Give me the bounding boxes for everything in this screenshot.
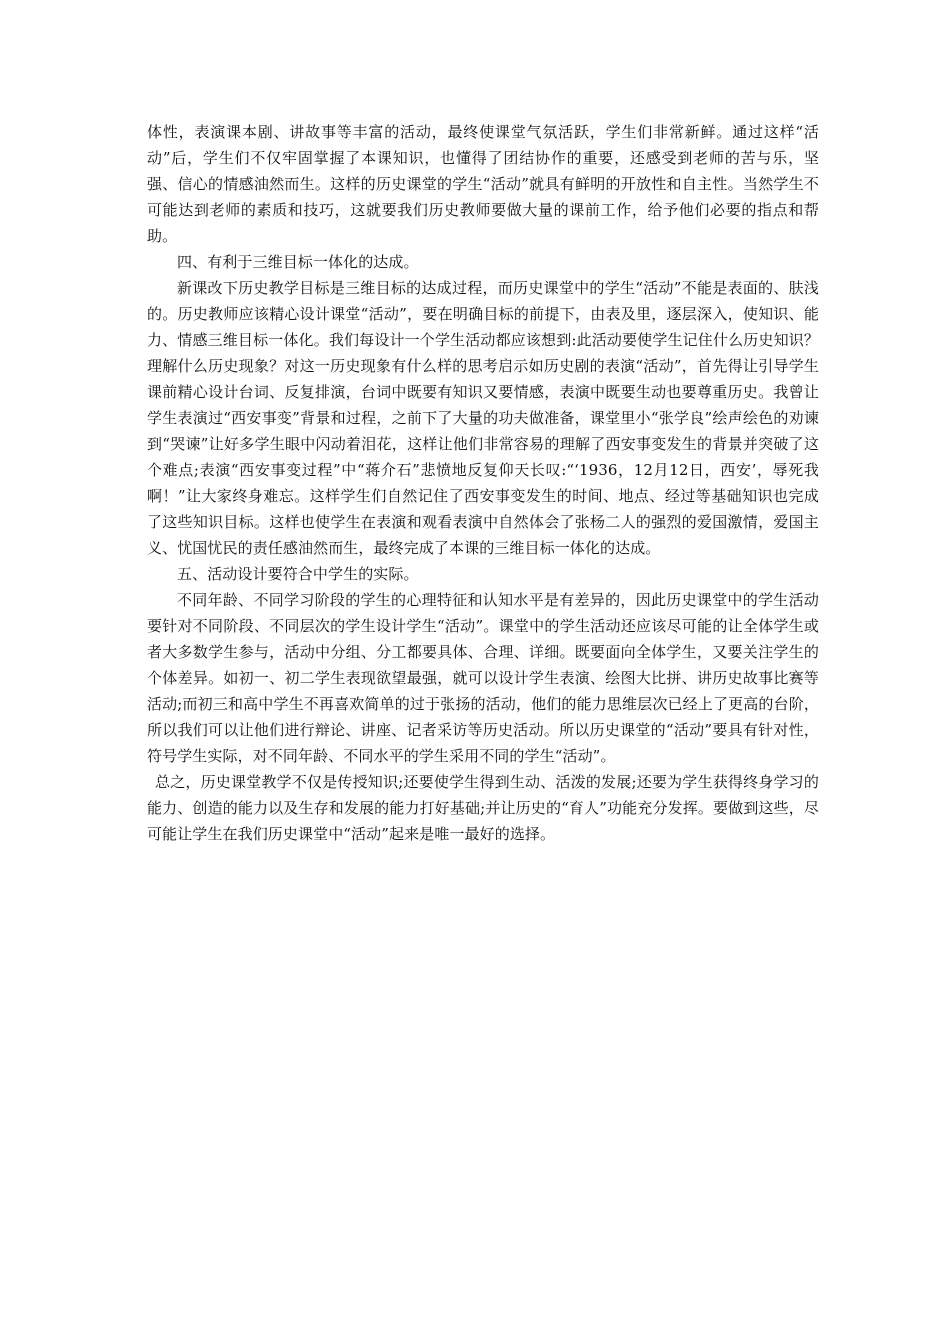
paragraph-intro: 体性，表演课本剧、讲故事等丰富的活动，最终使课堂气氛活跃，学生们非常新鲜。通过这样“活动”后，学生们不仅牢固掌握了本课知识，也懂得了团结协作的重要，还感受到老师的苦与乐，坚强、信心的情感油然而生。这样的历史课堂的学生“活动”就具有鲜明的开放性和自主性。当然学生不可能达到老师的素质和技巧，这就要我们历史教师要做大量的课前工作，给予他们必要的指点和帮助。 <box>147 123 819 245</box>
paragraph-three-dimensional-goals: 新课改下历史教学目标是三维目标的达成过程，而历史课堂中的学生“活动”不能是表面的、肤浅的。历史教师应该精心设计课堂“活动”，要在明确目标的前提下，由表及里，逐层深入，使知识、能力、情感三维目标一体化。我们每设计一个学生活动都应该想到:此活动要使学生记住什么历史知识？理解什么历史现象？对这一历史现象有什么样的思考启示如历史剧的表演“活动”，首先得让引导学生课前精心设计台词、反复排演，台词中既要有知识又要情感，表演中既要生动也要尊重历史。我曾让学生表演过“西安事变”背景和过程，之前下了大量的功夫做准备，课堂里小“张学良”绘声绘色的劝谏到“哭谏”让好多学生眼中闪动着泪花，这样让他们非常容易的理解了西安事变发生的背景并突破了这个难点;表演“西安事变过程”中“蒋介石”悲愤地反复仰天长叹:“‘1936，12月12日，西安’，辱死我啊！”让大家终身难忘。这样学生们自然记住了西安事变发生的时间、地点、经过等基础知识也完成了这些知识目标。这样也使学生在表演和观看表演中自然体会了张杨二人的强烈的爱国激情，爱国主义、忧国忧民的责任感油然而生，最终完成了本课的三维目标一体化的达成。 <box>147 279 819 557</box>
paragraph-conclusion: 总之，历史课堂教学不仅是传授知识;还要使学生得到生动、活泼的发展;还要为学生获得终身学习的能力、创造的能力以及生存和发展的能力打好基础;并让历史的“育人”功能充分发挥。要做到这些，尽可能让学生在我们历史课堂中“活动”起来是唯一最好的选择。 <box>147 773 819 843</box>
paragraph-student-reality: 不同年龄、不同学习阶段的学生的心理特征和认知水平是有差异的，因此历史课堂中的学生活动要针对不同阶段、不同层次的学生设计学生“活动”。课堂中的学生活动还应该尽可能的让全体学生或者大多数学生参与，活动中分组、分工都要具体、合理、详细。既要面向全体学生，又要关注学生的个体差异。如初一、初二学生表现欲望最强，就可以设计学生表演、绘图大比拼、讲历史故事比赛等活动;而初三和高中学生不再喜欢简单的过于张扬的活动，他们的能力思维层次已经上了更高的台阶，所以我们可以让他们进行辩论、讲座、记者采访等历史活动。所以历史课堂的“活动”要具有针对性，符号学生实际，对不同年龄、不同水平的学生采用不同的学生“活动”。 <box>147 591 819 765</box>
document-page <box>147 119 819 847</box>
section-heading-five: 五、活动设计要符合中学生的实际。 <box>177 565 419 583</box>
section-heading-four: 四、有利于三维目标一体化的达成。 <box>177 253 419 271</box>
